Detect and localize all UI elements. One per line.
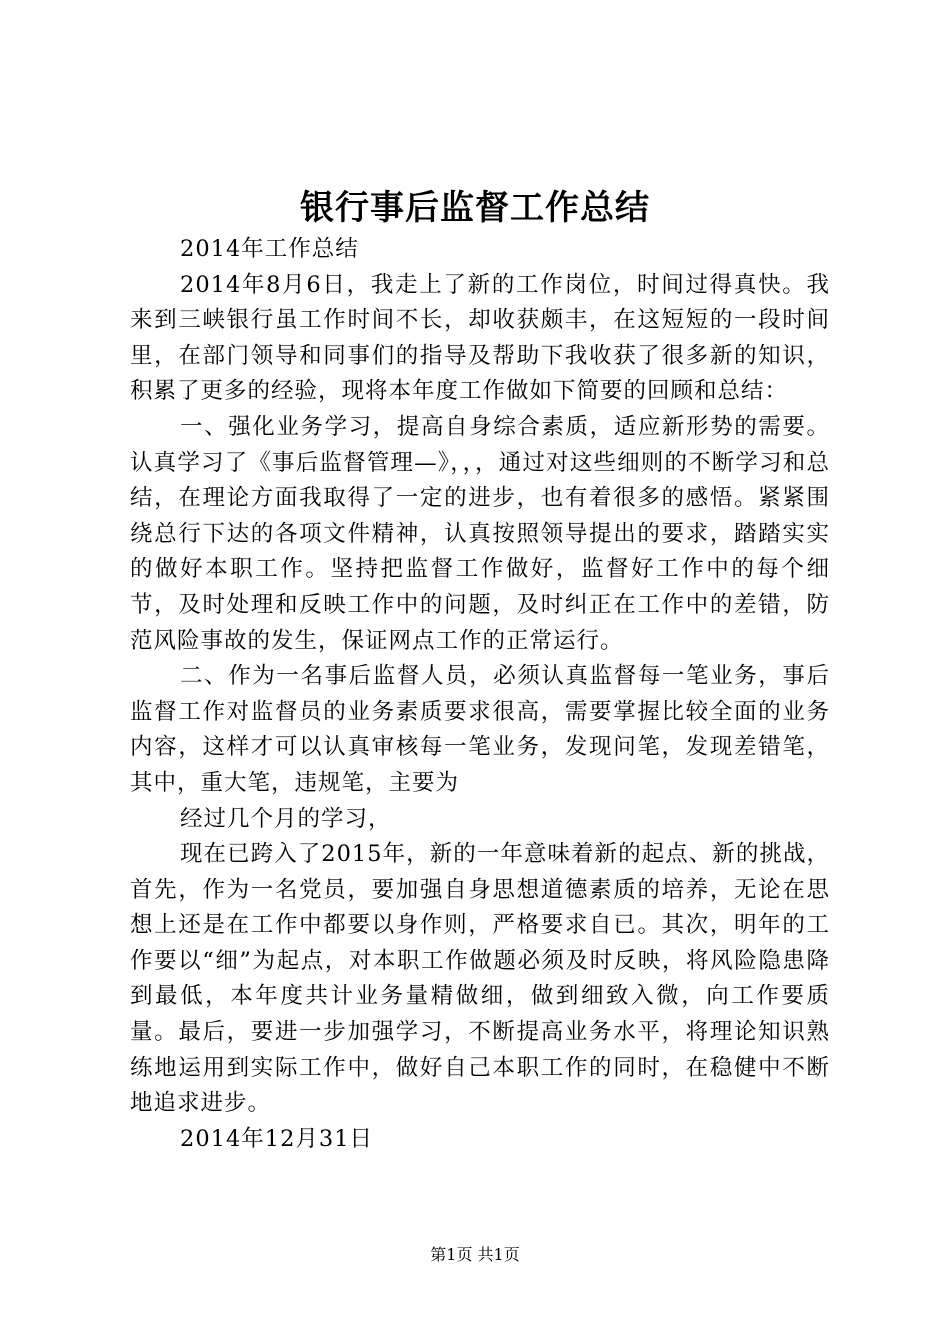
page-footer: 第1页 共1页 [430,1245,520,1264]
paragraph-date: 2014年12月31日 [180,1125,374,1152]
paragraph-section-two: 二、作为一名事后监督人员，必须认真监督每一笔业务，事后监督工作对监督员的业务素质要求很高，需要掌握比较全面的业务内容，这样才可以认真审核每一笔业务，发现问笔，发现差错笔，其中，重大笔，违规笔，主要为 [130,663,830,796]
paragraph-section-one: 一、强化业务学习，提高自身综合素质，适应新形势的需要。认真学习了《事后监督管理—》，，，通过对这些细则的不断学习和总结，在理论方面我取得了一定的进步，也有着很多的感悟。紧紧围绕总行下达的各项文件精神，认真按照领导提出的要求，踏踏实实的做好本职工作。坚持把监督工作做好，监督好工作中的每个细节，及时处理和反映工作中的问题，及时纠正在工作中的差错，防范风险事故的发生，保证网点工作的正常运行。 [130,413,830,654]
document-body [130,232,830,1157]
paragraph-heading: 2014年工作总结 [180,236,359,262]
paragraph-intro: 2014年8月6日，我走上了新的工作岗位，时间过得真快。我来到三峡银行虽工作时间不长，却收获颇丰，在这短短的一段时间里，在部门领导和同事们的指导及帮助下我收获了很多新的知识，积累了更多的经验，现将本年度工作做如下简要的回顾和总结： [130,271,830,405]
paragraph-study: 经过几个月的学习， [180,805,392,832]
paragraph-outlook: 现在已跨入了2015年，新的一年意味着新的起点、新的挑战，首先，作为一名党员，要加强自身思想道德素质的培养，无论在思想上还是在工作中都要以身作则，严格要求自已。其次，明年的工作要以“细”为起点，对本职工作做题必须及时反映，将风险隐患降到最低，本年度共计业务量精做细，做到细致入微，向工作要质量。最后，要进一步加强学习，不断提高业务水平，将理论知识熟练地运用到实际工作中，做好自己本职工作的同时，在稳健中不断地追求进步。 [130,841,830,1117]
document-title: 银行事后监督工作总结 [300,188,650,228]
